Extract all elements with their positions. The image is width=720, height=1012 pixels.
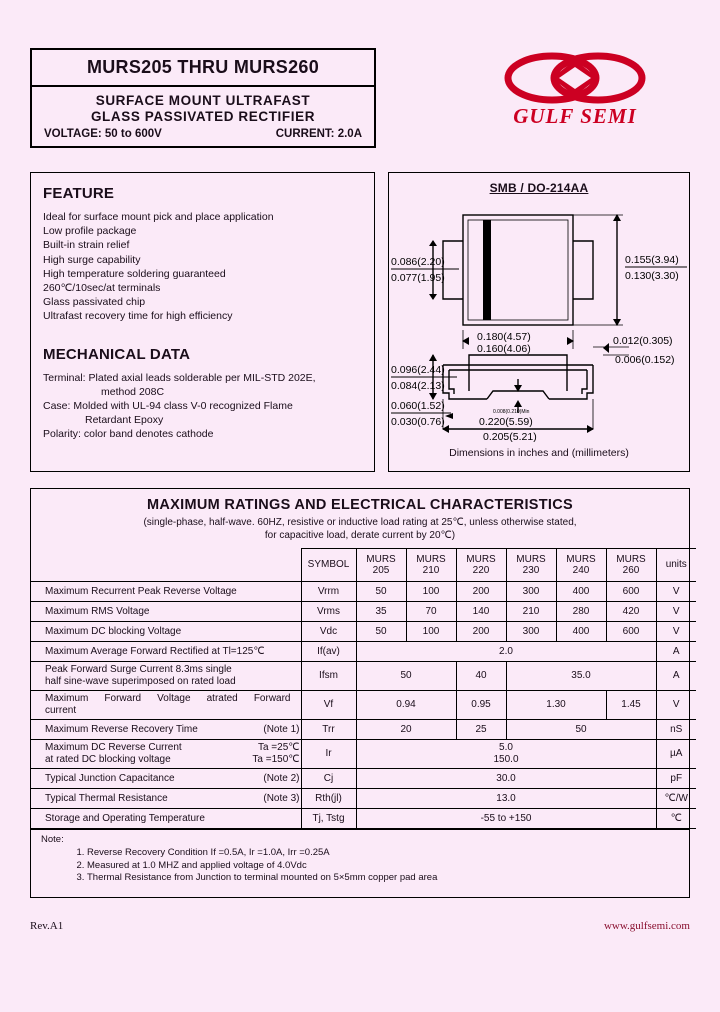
- value-cell: 140: [456, 602, 506, 622]
- table-row: [31, 662, 696, 691]
- dim-lead-thk-max: 0.012(0.305): [613, 335, 673, 347]
- table-row: [31, 789, 696, 809]
- symbol-cell: Ifsm: [301, 662, 356, 691]
- units-cell: A: [656, 642, 696, 662]
- list-item: 2. Measured at 1.0 MHZ and applied voltage of 4.0Vdc: [87, 860, 679, 873]
- param-label: Maximum DC Reverse Current Ta =25℃ at rated DC blocking voltage Ta =150℃: [31, 740, 301, 769]
- value-cell: 600: [606, 582, 656, 602]
- param-label: Peak Forward Surge Current 8.3ms single half sine-wave superimposed on rated load: [31, 662, 301, 691]
- dim-side-h-min: 0.084(2.13): [391, 380, 445, 392]
- value-cell: 400: [556, 622, 606, 642]
- polarity-label: Polarity:: [43, 428, 81, 441]
- dim-width-max: 0.086(2.20): [391, 256, 445, 268]
- dim-height-min: 0.130(3.30): [625, 270, 679, 282]
- units-cell: ℃: [656, 809, 696, 829]
- list-item: 1. Reverse Recovery Condition If =0.5A, Ir =1.0A, Irr =0.25A: [87, 847, 679, 860]
- value-cell: 100: [406, 622, 456, 642]
- column-header-part-230: MURS 230: [506, 549, 556, 582]
- column-header-symbol: SYMBOL: [301, 549, 356, 582]
- package-caption: Dimensions in inches and (millimeters): [449, 447, 629, 459]
- dim-body-max: 0.180(4.57): [477, 331, 531, 343]
- title-subtitle-block: [32, 87, 374, 146]
- gulf-semi-logo-icon: [500, 50, 650, 106]
- param-label: Maximum Recurrent Peak Reverse Voltage: [31, 582, 301, 602]
- value-cell: 600: [606, 622, 656, 642]
- symbol-cell: Ir: [301, 740, 356, 769]
- value-cell: 20: [356, 720, 456, 740]
- dim-lead-thk-min: 0.006(0.152): [615, 354, 675, 366]
- value-cell: 200: [456, 622, 506, 642]
- table-row: [31, 582, 696, 602]
- dim-foot-max: 0.060(1.52): [391, 400, 445, 412]
- feature-heading: FEATURE: [43, 185, 115, 202]
- terminal-label: Terminal:: [43, 371, 86, 384]
- website-link[interactable]: www.gulfsemi.com: [603, 920, 690, 932]
- value-cell: 35.0: [506, 662, 656, 691]
- value-cell: 0.95: [456, 691, 506, 720]
- table-row: [31, 809, 696, 829]
- units-cell: µA: [656, 740, 696, 769]
- table-row: [31, 740, 696, 769]
- column-header-part-260: MURS 260: [606, 549, 656, 582]
- value-cell: 280: [556, 602, 606, 622]
- value-cell: 50: [506, 720, 656, 740]
- column-header-part-220: MURS 220: [456, 549, 506, 582]
- dim-body-min: 0.160(4.06): [477, 343, 531, 355]
- param-label: Typical Thermal Resistance (Note 3): [31, 789, 301, 809]
- package-title: SMB / DO-214AA: [489, 181, 589, 195]
- page-footer: [30, 920, 690, 932]
- value-cell: 300: [506, 582, 556, 602]
- list-item: High surge capability: [43, 253, 141, 266]
- list-item: High temperature soldering guaranteed: [43, 267, 226, 280]
- symbol-cell: If(av): [301, 642, 356, 662]
- value-cell: -55 to +150: [356, 809, 656, 829]
- units-cell: V: [656, 691, 696, 720]
- column-header-units: units: [656, 549, 696, 582]
- case-value: Molded with UL-94 class V-0 recognized Flame: [73, 400, 293, 413]
- value-cell: 35: [356, 602, 406, 622]
- table-row: [31, 642, 696, 662]
- mechanical-polarity-row: [43, 427, 362, 441]
- units-cell: ℃/W: [656, 789, 696, 809]
- param-label: Maximum Average Forward Rectified at Tl=125℃: [31, 642, 301, 662]
- company-logo: [460, 50, 690, 150]
- mechanical-terminal-row: [43, 371, 362, 385]
- header-blank-cell: [31, 549, 301, 582]
- value-cell: 2.0: [356, 642, 656, 662]
- param-label: Storage and Operating Temperature: [31, 809, 301, 829]
- page-header: [30, 48, 690, 156]
- package-dimension-drawing: [391, 197, 687, 445]
- dim-standoff: 0.008(0.210)Min: [493, 409, 530, 415]
- units-cell: pF: [656, 769, 696, 789]
- terminal-value: Plated axial leads solderable per MIL-STD 202E,: [88, 371, 316, 384]
- value-cell: 50: [356, 662, 456, 691]
- column-header-part-240: MURS 240: [556, 549, 606, 582]
- units-cell: nS: [656, 720, 696, 740]
- units-cell: V: [656, 582, 696, 602]
- value-cell: 70: [406, 602, 456, 622]
- value-cell: 5.0 150.0: [356, 740, 656, 769]
- ratings-section: [30, 488, 690, 898]
- case-value-cont: Retardant Epoxy: [85, 414, 164, 427]
- revision-label: Rev.A1: [30, 920, 64, 932]
- value-cell: 50: [356, 582, 406, 602]
- value-cell: 0.94: [356, 691, 456, 720]
- terminal-value-cont: method 208C: [101, 385, 165, 398]
- company-name: GULF SEMI: [513, 104, 637, 128]
- units-cell: V: [656, 622, 696, 642]
- value-cell: 1.45: [606, 691, 656, 720]
- value-cell: 300: [506, 622, 556, 642]
- dim-height-max: 0.155(3.94): [625, 254, 679, 266]
- package-drawing-panel: [388, 172, 690, 472]
- dim-foot-min: 0.030(0.76): [391, 416, 445, 428]
- param-label: Maximum Reverse Recovery Time (Note 1): [31, 720, 301, 740]
- value-cell: 50: [356, 622, 406, 642]
- feature-mechanical-panel: [30, 172, 375, 472]
- value-cell: 400: [556, 582, 606, 602]
- symbol-cell: Cj: [301, 769, 356, 789]
- symbol-cell: Trr: [301, 720, 356, 740]
- ratings-subtitle-line1: (single-phase, half-wave. 60HZ, resistive or inductive load rating at 25℃, unless otherwise stated,: [143, 517, 577, 528]
- symbol-cell: Vrms: [301, 602, 356, 622]
- list-item: Built-in strain relief: [43, 239, 130, 252]
- value-cell: 30.0: [356, 769, 656, 789]
- ratings-subtitle: [31, 513, 689, 548]
- table-row: [31, 602, 696, 622]
- polarity-value: color band denotes cathode: [83, 428, 214, 441]
- value-cell: 13.0: [356, 789, 656, 809]
- list-item: Ultrafast recovery time for high efficiency: [43, 310, 233, 323]
- value-cell: 210: [506, 602, 556, 622]
- table-row: [31, 769, 696, 789]
- symbol-cell: Tj, Tstg: [301, 809, 356, 829]
- product-type-line1: SURFACE MOUNT ULTRAFAST: [95, 93, 311, 108]
- dim-width-min: 0.077(1.95): [391, 272, 445, 284]
- column-header-part-205: MURS 205: [356, 549, 406, 582]
- ratings-title: MAXIMUM RATINGS AND ELECTRICAL CHARACTERISTICS: [147, 497, 573, 513]
- part-range-title: MURS205 THRU MURS260: [32, 50, 374, 87]
- list-item: Glass passivated chip: [43, 296, 146, 309]
- ratings-subtitle-line2: for capacitive load, derate current by 20℃): [264, 530, 456, 541]
- table-row: [31, 691, 696, 720]
- units-cell: V: [656, 602, 696, 622]
- value-cell: 200: [456, 582, 506, 602]
- notes-section: [31, 829, 689, 897]
- param-label: Maximum DC blocking Voltage: [31, 622, 301, 642]
- mechanical-heading: MECHANICAL DATA: [43, 345, 191, 363]
- voltage-current-line: [40, 128, 366, 140]
- value-cell: 40: [456, 662, 506, 691]
- symbol-cell: Vdc: [301, 622, 356, 642]
- notes-list: [41, 847, 679, 885]
- notes-heading: Note:: [41, 834, 64, 845]
- dim-overall-max: 0.220(5.59): [479, 416, 533, 428]
- param-label: Typical Junction Capacitance (Note 2): [31, 769, 301, 789]
- value-cell: 100: [406, 582, 456, 602]
- voltage-rating: VOLTAGE: 50 to 600V: [44, 128, 162, 140]
- title-box: [30, 48, 376, 148]
- symbol-cell: Vf: [301, 691, 356, 720]
- table-row: [31, 720, 696, 740]
- case-label: Case:: [43, 400, 71, 413]
- list-item: Low profile package: [43, 225, 137, 238]
- column-header-part-210: MURS 210: [406, 549, 456, 582]
- list-item: 260℃/10sec/at terminals: [43, 282, 161, 295]
- param-label: Maximum RMS Voltage: [31, 602, 301, 622]
- mechanical-case-row: [43, 399, 362, 413]
- dim-side-h-max: 0.096(2.44): [391, 364, 445, 376]
- current-rating: CURRENT: 2.0A: [275, 128, 362, 140]
- value-cell: 25: [456, 720, 506, 740]
- param-label: Maximum Forward Voltage atrated Forward current: [31, 691, 301, 720]
- symbol-cell: Vrrm: [301, 582, 356, 602]
- list-item: 3. Thermal Resistance from Junction to terminal mounted on 5×5mm copper pad area: [87, 872, 679, 885]
- value-cell: 1.30: [506, 691, 606, 720]
- table-header-row: [31, 549, 696, 582]
- dim-overall-min: 0.205(5.21): [483, 431, 537, 443]
- product-type-line2: GLASS PASSIVATED RECTIFIER: [90, 109, 316, 124]
- specifications-table: [31, 548, 696, 829]
- list-item: Ideal for surface mount pick and place application: [43, 211, 274, 223]
- table-row: [31, 622, 696, 642]
- units-cell: A: [656, 662, 696, 691]
- symbol-cell: Rth(jl): [301, 789, 356, 809]
- feature-list: [43, 210, 362, 324]
- value-cell: 420: [606, 602, 656, 622]
